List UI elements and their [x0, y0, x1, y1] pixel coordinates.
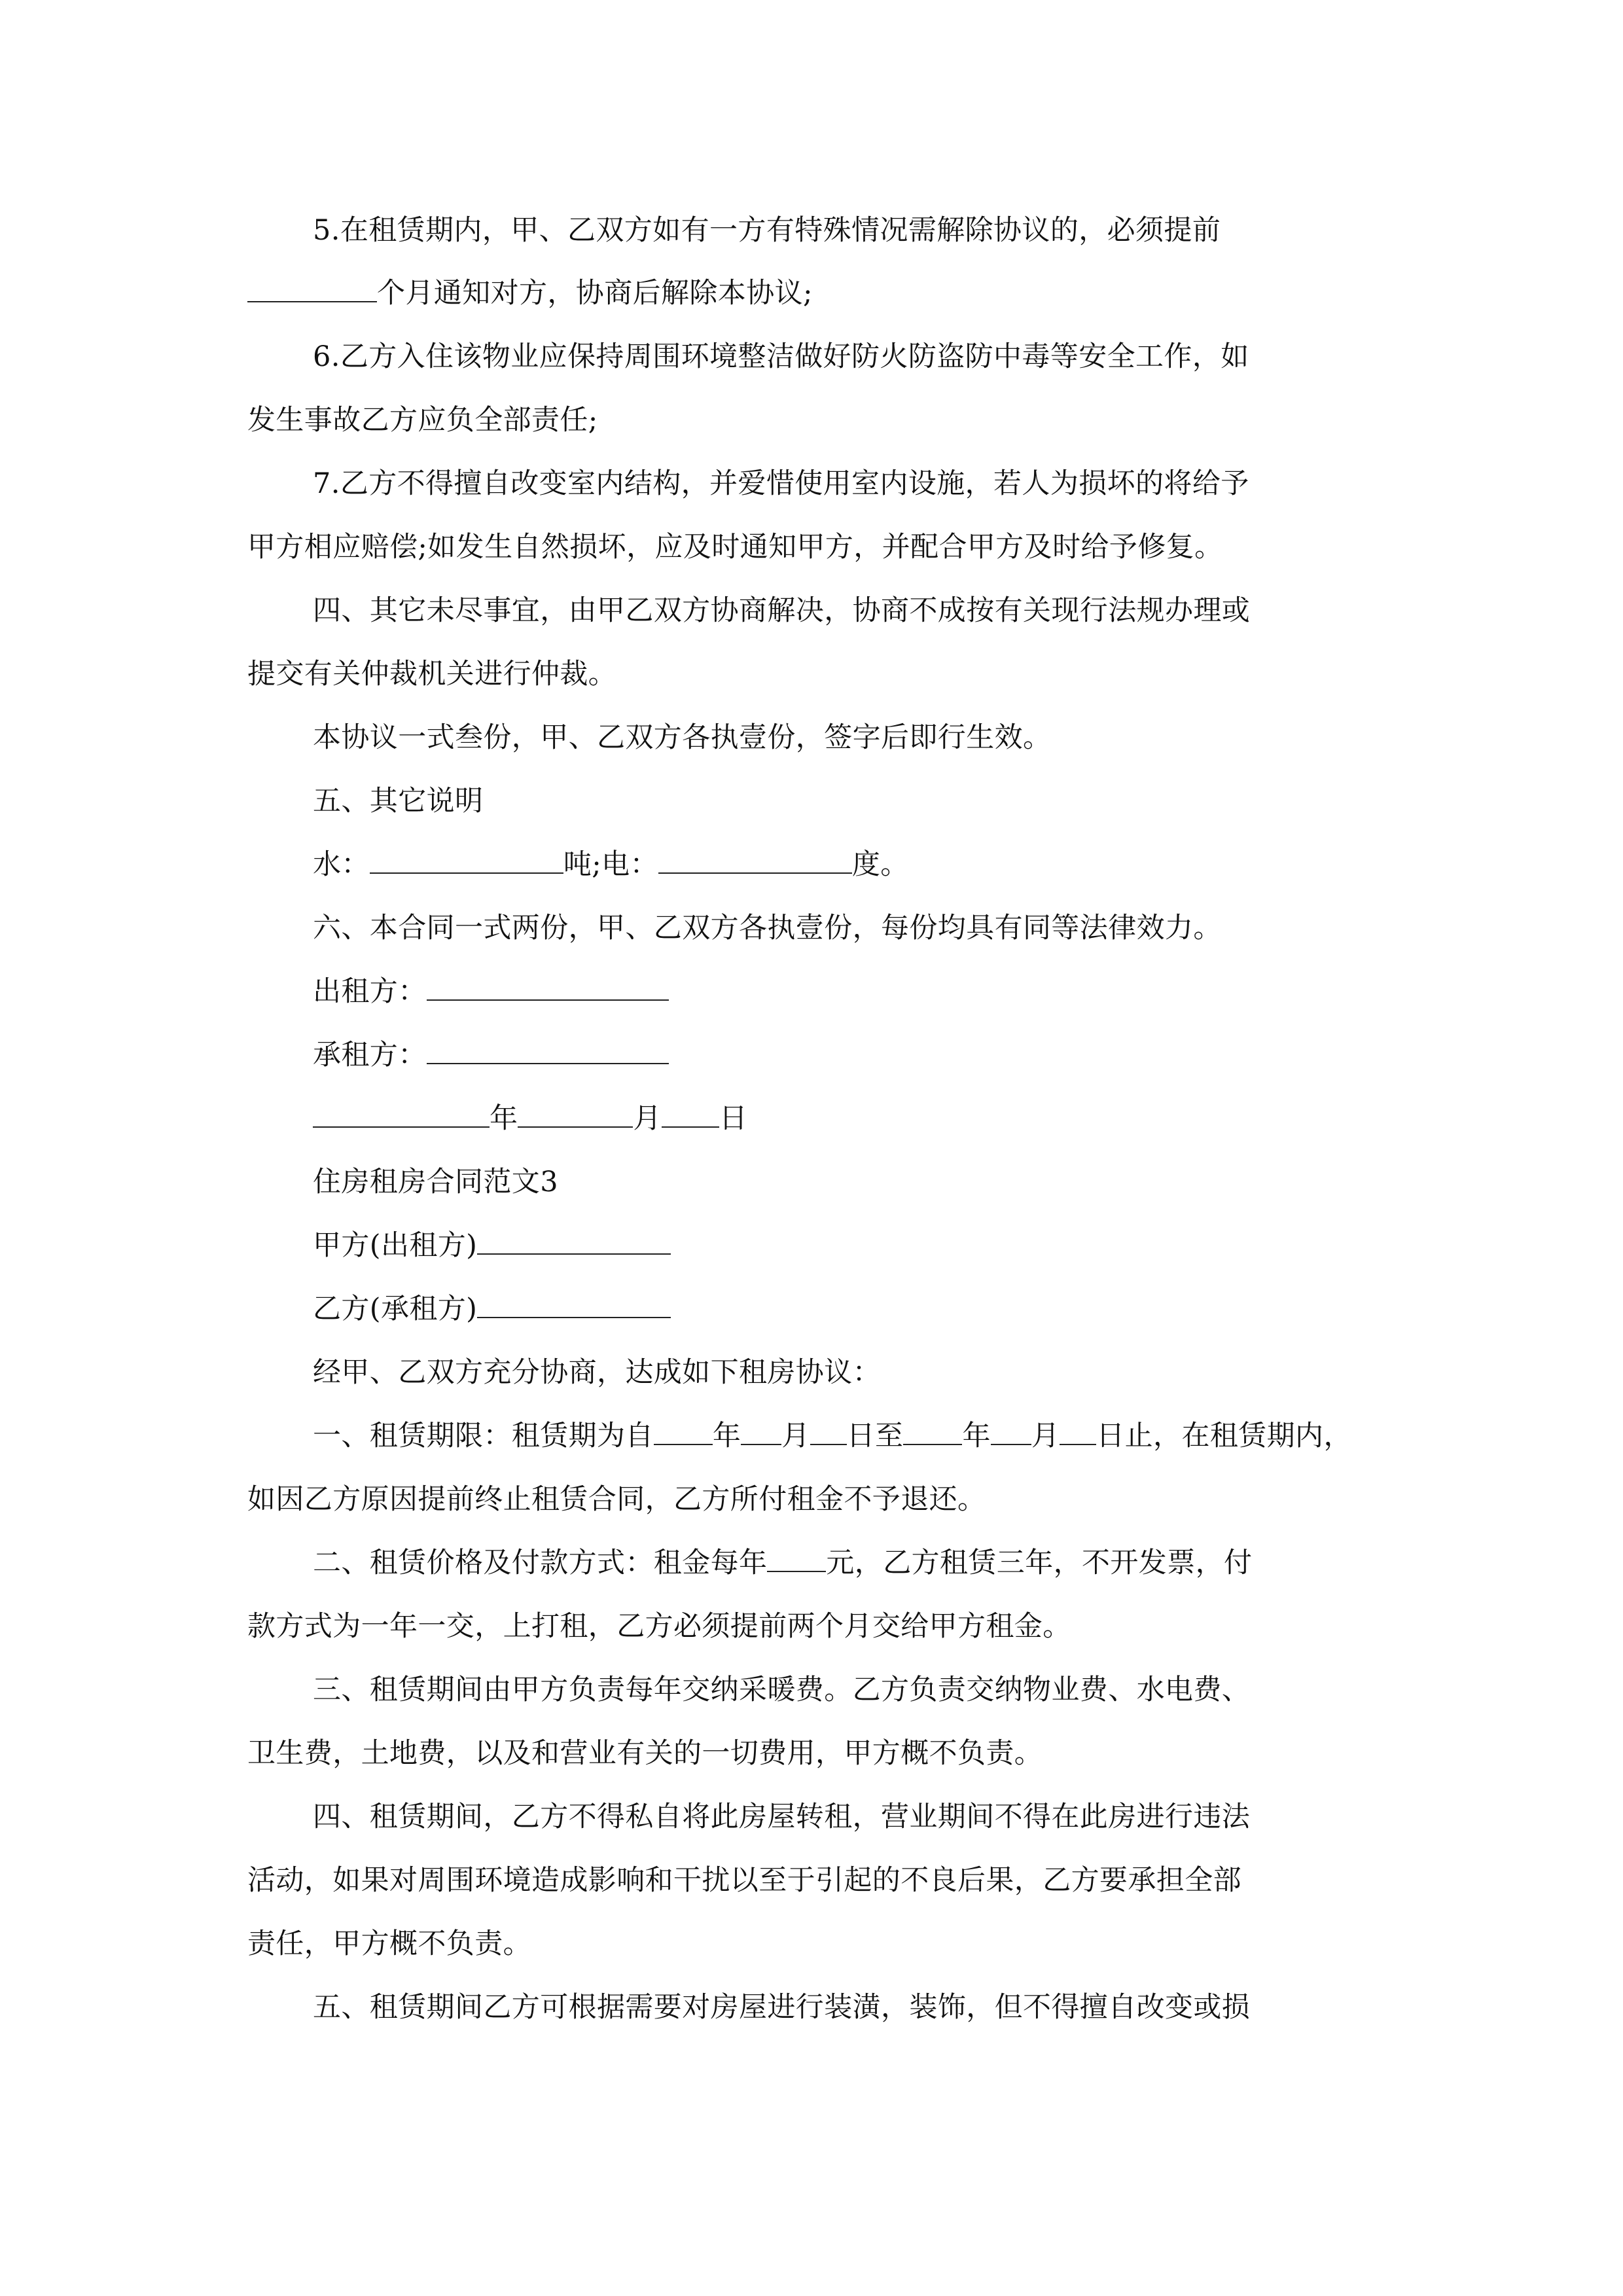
text-segment: 二、租赁价格及付款方式：租金每年 — [313, 1547, 768, 1579]
lessee-signature-line — [313, 1035, 669, 1075]
text-segment: 月 — [781, 1420, 810, 1452]
price-line-2 — [247, 1607, 1071, 1646]
lessor-signature-line — [313, 972, 669, 1011]
month-label: 月 — [633, 1102, 662, 1135]
fill-in-blank-end-day — [1060, 1419, 1096, 1445]
party-b-label: 乙方(承租方) — [313, 1293, 478, 1325]
text-segment: 月 — [1031, 1420, 1060, 1452]
electricity-label: 吨;电： — [563, 848, 658, 881]
fill-in-blank-lessor — [427, 975, 669, 1001]
agreement-copies-line — [313, 718, 1051, 757]
text-segment: 四、其它未尽事宜，由甲乙双方协商解决，协商不成按有关现行法规办理或 — [313, 594, 1251, 627]
text-segment: 活动，如果对周围环境造成影响和干扰以至于引起的不良后果，乙方要承担全部 — [247, 1864, 1241, 1897]
text-segment: 发生事故乙方应负全部责任; — [247, 404, 598, 437]
sublet-line-2 — [247, 1861, 1241, 1900]
fill-in-blank-months — [247, 276, 377, 302]
clause-6-line-1 — [313, 337, 1249, 376]
fill-in-blank-start-month — [741, 1419, 781, 1445]
party-a-label: 甲方(出租方) — [313, 1229, 478, 1262]
text-segment: 五、租赁期间乙方可根据需要对房屋进行装潢，装饰，但不得擅自改变或损 — [313, 1991, 1251, 2024]
sublet-line-3 — [247, 1924, 531, 1964]
text-segment: 住房租房合同范文3 — [313, 1166, 558, 1198]
text-segment: 卫生费，土地费，以及和营业有关的一切费用，甲方概不负责。 — [247, 1737, 1043, 1770]
text-segment: 甲方相应赔偿;如发生自然损坏，应及时通知甲方，并配合甲方及时给予修复。 — [247, 531, 1223, 564]
clause-6-line-2 — [247, 401, 598, 440]
text-segment: 四、租赁期间，乙方不得私自将此房屋转租，营业期间不得在此房进行违法 — [313, 1801, 1251, 1833]
section-5-heading — [313, 781, 483, 821]
fill-in-blank-start-year — [654, 1419, 713, 1445]
clause-5-line-1 — [313, 211, 1221, 250]
term-line-2 — [247, 1480, 986, 1519]
lessee-label: 承租方： — [313, 1039, 427, 1071]
text-segment: 日至 — [846, 1420, 904, 1452]
party-a-line — [313, 1226, 671, 1265]
sublet-line-1 — [313, 1797, 1250, 1837]
fill-in-blank-party-a — [477, 1229, 671, 1255]
price-line-1 — [313, 1543, 1252, 1583]
fill-in-blank-end-year — [903, 1419, 962, 1445]
clause-7-line-1 — [313, 464, 1249, 503]
fees-line-2 — [247, 1734, 1043, 1773]
water-label: 水： — [313, 848, 370, 881]
text-segment: 5.在租赁期内，甲、乙双方如有一方有特殊情况需解除协议的，必须提前 — [313, 214, 1221, 247]
fill-in-blank-start-day — [810, 1419, 847, 1445]
text-segment: 日止，在租赁期内， — [1096, 1420, 1352, 1452]
text-segment: 个月通知对方，协商后解除本协议; — [377, 277, 813, 310]
fill-in-blank-day — [662, 1102, 719, 1128]
day-label: 日 — [719, 1102, 748, 1135]
section-4-line-1 — [313, 591, 1250, 630]
fill-in-blank-electricity — [658, 848, 852, 874]
year-label: 年 — [490, 1102, 518, 1135]
fill-in-blank-party-b — [477, 1292, 671, 1318]
text-segment: 如因乙方原因提前终止租赁合同，乙方所付租金不予退还。 — [247, 1483, 986, 1516]
text-segment: 责任，甲方概不负责。 — [247, 1928, 531, 1960]
text-segment: 款方式为一年一交，上打租，乙方必须提前两个月交给甲方租金。 — [247, 1610, 1071, 1643]
unit-label: 度。 — [851, 848, 909, 881]
fill-in-blank-lessee — [427, 1038, 669, 1064]
text-segment: 提交有关仲裁机关进行仲裁。 — [247, 658, 617, 691]
text-segment: 三、租赁期间由甲方负责每年交纳采暖费。乙方负责交纳物业费、水电费、 — [313, 1674, 1251, 1706]
contract-3-title — [313, 1162, 558, 1202]
fill-in-blank-annual-rent — [767, 1546, 826, 1572]
text-segment: 六、本合同一式两份，甲、乙双方各执壹份，每份均具有同等法律效力。 — [313, 912, 1222, 944]
clause-7-line-2 — [247, 528, 1223, 567]
text-segment: 一、租赁期限：租赁期为自 — [313, 1420, 654, 1452]
section-4-line-2 — [247, 655, 616, 694]
lessor-label: 出租方： — [313, 975, 427, 1008]
text-segment: 五、其它说明 — [313, 785, 484, 817]
fill-in-blank-end-month — [991, 1419, 1031, 1445]
renovation-line-1 — [313, 1988, 1250, 2027]
text-segment: 元，乙方租赁三年，不开发票，付 — [826, 1547, 1253, 1579]
text-segment: 6.乙方入住该物业应保持周围环境整洁做好防火防盗防中毒等安全工作，如 — [313, 340, 1249, 373]
date-line — [313, 1099, 747, 1138]
utilities-line — [313, 845, 909, 884]
text-segment: 年 — [712, 1420, 741, 1452]
party-b-line — [313, 1289, 671, 1329]
text-segment: 7.乙方不得擅自改变室内结构，并爱惜使用室内设施，若人为损坏的将给予 — [313, 467, 1249, 500]
fill-in-blank-water — [370, 848, 563, 874]
text-segment: 本协议一式叁份，甲、乙双方各执壹份，签字后即行生效。 — [313, 721, 1052, 754]
text-segment: 年 — [962, 1420, 991, 1452]
fill-in-blank-month — [518, 1102, 633, 1128]
fees-line-1 — [313, 1670, 1250, 1710]
term-line-1 — [313, 1416, 1352, 1456]
text-segment: 经甲、乙双方充分协商，达成如下租房协议： — [313, 1356, 881, 1389]
clause-5-line-2 — [247, 274, 813, 313]
section-6-line — [313, 908, 1222, 948]
fill-in-blank-year — [313, 1102, 490, 1128]
agreement-intro-line — [313, 1353, 881, 1392]
